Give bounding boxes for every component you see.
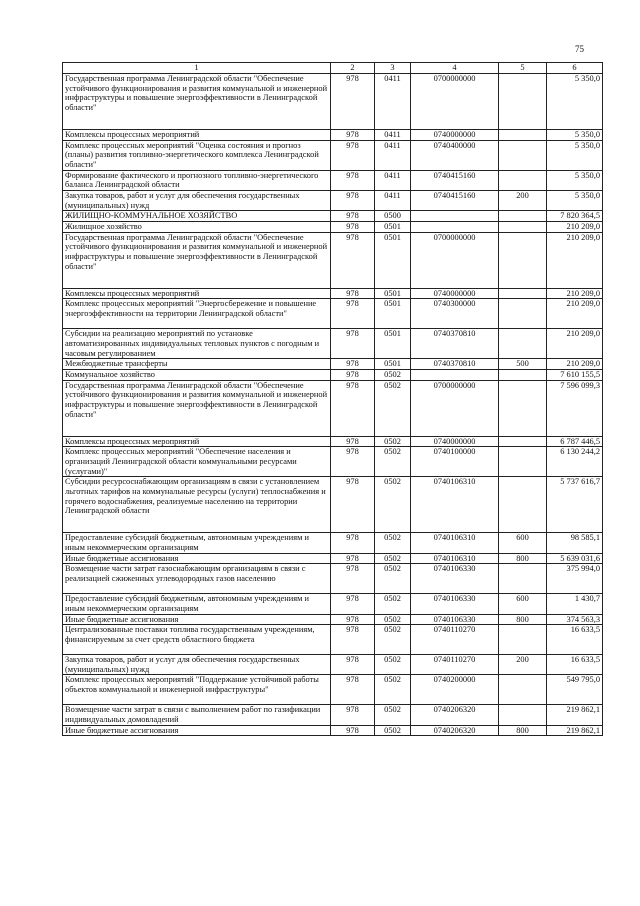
row-section-cell: 0502 bbox=[375, 675, 411, 705]
table-row bbox=[63, 130, 603, 141]
row-type-cell bbox=[499, 288, 547, 299]
row-section-cell: 0411 bbox=[375, 74, 411, 130]
row-amount-cell: 219 862,1 bbox=[547, 705, 603, 725]
column-header: 3 bbox=[375, 63, 411, 74]
table-row bbox=[63, 725, 603, 736]
table-row bbox=[63, 140, 603, 170]
row-target-cell: 0740106330 bbox=[411, 594, 499, 614]
row-code-cell: 978 bbox=[331, 140, 375, 170]
row-name-cell: Комплекс процессных мероприятий "Энергосбережение и повышение энергоэффективности на территории Ленинградской области" bbox=[63, 299, 331, 329]
column-header: 4 bbox=[411, 63, 499, 74]
row-section-cell: 0411 bbox=[375, 190, 411, 210]
table-header-row bbox=[63, 63, 603, 74]
row-name-cell: Комплекс процессных мероприятий "Оценка состояния и прогноз (планы) развития топливно-энергетического комплекса Ленинградской области" bbox=[63, 140, 331, 170]
row-type-cell bbox=[499, 329, 547, 359]
row-target-cell: 0740000000 bbox=[411, 130, 499, 141]
row-amount-cell: 219 862,1 bbox=[547, 725, 603, 736]
table-row bbox=[63, 329, 603, 359]
row-amount-cell: 549 795,0 bbox=[547, 675, 603, 705]
row-name-cell: Предоставление субсидий бюджетным, автономным учреждениям и иным некоммерческим организациям bbox=[63, 594, 331, 614]
row-name-cell: Межбюджетные трансферты bbox=[63, 359, 331, 370]
row-section-cell: 0501 bbox=[375, 329, 411, 359]
row-target-cell: 0740000000 bbox=[411, 288, 499, 299]
row-code-cell: 978 bbox=[331, 130, 375, 141]
row-name-cell: Предоставление субсидий бюджетным, автономным учреждениям и иным некоммерческим организациям bbox=[63, 533, 331, 553]
row-code-cell: 978 bbox=[331, 232, 375, 288]
table-row bbox=[63, 436, 603, 447]
table-row bbox=[63, 625, 603, 655]
row-target-cell: 0740370810 bbox=[411, 329, 499, 359]
row-target-cell: 0700000000 bbox=[411, 380, 499, 436]
row-name-cell: ЖИЛИЩНО-КОММУНАЛЬНОЕ ХОЗЯЙСТВО bbox=[63, 211, 331, 222]
row-code-cell: 978 bbox=[331, 655, 375, 675]
row-amount-cell: 210 209,0 bbox=[547, 232, 603, 288]
row-name-cell: Иные бюджетные ассигнования bbox=[63, 614, 331, 625]
row-code-cell: 978 bbox=[331, 553, 375, 564]
table-row bbox=[63, 614, 603, 625]
row-section-cell: 0502 bbox=[375, 614, 411, 625]
row-section-cell: 0501 bbox=[375, 232, 411, 288]
row-section-cell: 0502 bbox=[375, 594, 411, 614]
row-amount-cell: 5 350,0 bbox=[547, 130, 603, 141]
row-code-cell: 978 bbox=[331, 614, 375, 625]
row-section-cell: 0502 bbox=[375, 447, 411, 477]
row-section-cell: 0502 bbox=[375, 369, 411, 380]
row-name-cell: Комплекс процессных мероприятий "Обеспечение населения и организаций Ленинградской области коммунальными ресурсами (услугами)" bbox=[63, 447, 331, 477]
row-type-cell bbox=[499, 447, 547, 477]
row-amount-cell: 5 350,0 bbox=[547, 190, 603, 210]
row-code-cell: 978 bbox=[331, 705, 375, 725]
row-type-cell: 200 bbox=[499, 655, 547, 675]
row-amount-cell: 16 633,5 bbox=[547, 625, 603, 655]
row-target-cell bbox=[411, 221, 499, 232]
row-type-cell: 600 bbox=[499, 533, 547, 553]
row-target-cell: 0740106310 bbox=[411, 553, 499, 564]
row-section-cell: 0411 bbox=[375, 170, 411, 190]
row-code-cell: 978 bbox=[331, 329, 375, 359]
row-amount-cell: 210 209,0 bbox=[547, 299, 603, 329]
row-type-cell bbox=[499, 299, 547, 329]
row-type-cell bbox=[499, 675, 547, 705]
row-section-cell: 0502 bbox=[375, 564, 411, 594]
table-row bbox=[63, 299, 603, 329]
table-row bbox=[63, 288, 603, 299]
row-section-cell: 0502 bbox=[375, 625, 411, 655]
row-type-cell: 500 bbox=[499, 359, 547, 370]
row-section-cell: 0502 bbox=[375, 655, 411, 675]
row-type-cell bbox=[499, 140, 547, 170]
row-section-cell: 0501 bbox=[375, 221, 411, 232]
row-section-cell: 0411 bbox=[375, 140, 411, 170]
row-target-cell: 0740200000 bbox=[411, 675, 499, 705]
table-row bbox=[63, 221, 603, 232]
table-row bbox=[63, 211, 603, 222]
row-amount-cell: 7 610 155,5 bbox=[547, 369, 603, 380]
row-code-cell: 978 bbox=[331, 221, 375, 232]
row-type-cell bbox=[499, 477, 547, 533]
column-header: 5 bbox=[499, 63, 547, 74]
row-name-cell: Централизованные поставки топлива государственным учреждениям, финансируемым за счет средств областного бюджета bbox=[63, 625, 331, 655]
table-row bbox=[63, 675, 603, 705]
row-target-cell: 0740100000 bbox=[411, 447, 499, 477]
table-row bbox=[63, 655, 603, 675]
row-amount-cell: 5 350,0 bbox=[547, 74, 603, 130]
row-type-cell bbox=[499, 221, 547, 232]
row-amount-cell: 5 350,0 bbox=[547, 170, 603, 190]
row-name-cell: Жилищное хозяйство bbox=[63, 221, 331, 232]
row-type-cell bbox=[499, 705, 547, 725]
row-code-cell: 978 bbox=[331, 625, 375, 655]
row-target-cell: 0740106310 bbox=[411, 533, 499, 553]
row-type-cell bbox=[499, 380, 547, 436]
row-name-cell: Формирование фактического и прогнозного топливно-энергетического баланса Ленинградской области bbox=[63, 170, 331, 190]
row-target-cell: 0740106330 bbox=[411, 564, 499, 594]
row-amount-cell: 374 563,3 bbox=[547, 614, 603, 625]
row-name-cell: Комплексы процессных мероприятий bbox=[63, 130, 331, 141]
row-code-cell: 978 bbox=[331, 533, 375, 553]
row-target-cell: 0740415160 bbox=[411, 190, 499, 210]
table-row bbox=[63, 74, 603, 130]
row-code-cell: 978 bbox=[331, 477, 375, 533]
row-target-cell: 0740415160 bbox=[411, 170, 499, 190]
table-row bbox=[63, 477, 603, 533]
row-type-cell bbox=[499, 74, 547, 130]
row-amount-cell: 375 994,0 bbox=[547, 564, 603, 594]
row-name-cell: Субсидии на реализацию мероприятий по установке автоматизированных индивидуальных тепловых пунктов с погодным и часовым регулированием bbox=[63, 329, 331, 359]
row-name-cell: Субсидии ресурсоснабжающим организациям в связи с установлением льготных тарифов на коммунальные ресурсы (услуги) теплоснабжения и горячего водоснабжения, реализуемые населению на территории Ленинградской области bbox=[63, 477, 331, 533]
row-name-cell: Государственная программа Ленинградской области "Обеспечение устойчивого функционирования и развития коммунальной и инженерной инфраструктуры и повышение энергоэффективности в Ленинградской области" bbox=[63, 74, 331, 130]
table-row bbox=[63, 380, 603, 436]
row-amount-cell: 5 737 616,7 bbox=[547, 477, 603, 533]
row-amount-cell: 210 209,0 bbox=[547, 288, 603, 299]
table-row bbox=[63, 170, 603, 190]
table-row bbox=[63, 564, 603, 594]
row-code-cell: 978 bbox=[331, 170, 375, 190]
row-section-cell: 0501 bbox=[375, 359, 411, 370]
row-section-cell: 0502 bbox=[375, 553, 411, 564]
row-section-cell: 0501 bbox=[375, 288, 411, 299]
row-name-cell: Закупка товаров, работ и услуг для обеспечения государственных (муниципальных) нужд bbox=[63, 190, 331, 210]
budget-table bbox=[62, 62, 603, 736]
row-section-cell: 0502 bbox=[375, 380, 411, 436]
row-name-cell: Государственная программа Ленинградской области "Обеспечение устойчивого функционирования и развития коммунальной и инженерной инфраструктуры и повышение энергоэффективности в Ленинградской области" bbox=[63, 380, 331, 436]
row-code-cell: 978 bbox=[331, 211, 375, 222]
row-section-cell: 0502 bbox=[375, 725, 411, 736]
table-row bbox=[63, 533, 603, 553]
row-amount-cell: 5 639 031,6 bbox=[547, 553, 603, 564]
row-target-cell: 0740400000 bbox=[411, 140, 499, 170]
table-row bbox=[63, 594, 603, 614]
row-code-cell: 978 bbox=[331, 675, 375, 705]
row-type-cell bbox=[499, 436, 547, 447]
row-target-cell: 0740110270 bbox=[411, 625, 499, 655]
row-type-cell bbox=[499, 211, 547, 222]
row-code-cell: 978 bbox=[331, 436, 375, 447]
row-amount-cell: 210 209,0 bbox=[547, 221, 603, 232]
row-target-cell: 0740370810 bbox=[411, 359, 499, 370]
row-type-cell bbox=[499, 130, 547, 141]
row-name-cell: Иные бюджетные ассигнования bbox=[63, 553, 331, 564]
row-type-cell: 800 bbox=[499, 553, 547, 564]
table-row bbox=[63, 232, 603, 288]
table-row bbox=[63, 369, 603, 380]
row-type-cell bbox=[499, 564, 547, 594]
row-name-cell: Коммунальное хозяйство bbox=[63, 369, 331, 380]
row-amount-cell: 1 430,7 bbox=[547, 594, 603, 614]
row-amount-cell: 210 209,0 bbox=[547, 329, 603, 359]
row-target-cell: 0740106330 bbox=[411, 614, 499, 625]
row-type-cell: 200 bbox=[499, 190, 547, 210]
row-section-cell: 0502 bbox=[375, 705, 411, 725]
row-code-cell: 978 bbox=[331, 594, 375, 614]
row-code-cell: 978 bbox=[331, 359, 375, 370]
row-section-cell: 0502 bbox=[375, 477, 411, 533]
row-amount-cell: 5 350,0 bbox=[547, 140, 603, 170]
row-target-cell: 0740206320 bbox=[411, 725, 499, 736]
row-amount-cell: 6 787 446,5 bbox=[547, 436, 603, 447]
row-name-cell: Иные бюджетные ассигнования bbox=[63, 725, 331, 736]
row-section-cell: 0502 bbox=[375, 436, 411, 447]
row-type-cell: 800 bbox=[499, 725, 547, 736]
row-type-cell bbox=[499, 369, 547, 380]
row-section-cell: 0502 bbox=[375, 533, 411, 553]
row-amount-cell: 6 130 244,2 bbox=[547, 447, 603, 477]
row-target-cell: 0740206320 bbox=[411, 705, 499, 725]
row-code-cell: 978 bbox=[331, 725, 375, 736]
row-amount-cell: 16 633,5 bbox=[547, 655, 603, 675]
row-target-cell bbox=[411, 211, 499, 222]
row-type-cell bbox=[499, 625, 547, 655]
row-code-cell: 978 bbox=[331, 74, 375, 130]
row-section-cell: 0500 bbox=[375, 211, 411, 222]
column-header: 6 bbox=[547, 63, 603, 74]
row-amount-cell: 7 596 099,3 bbox=[547, 380, 603, 436]
row-amount-cell: 7 820 364,5 bbox=[547, 211, 603, 222]
row-name-cell: Государственная программа Ленинградской области "Обеспечение устойчивого функционирования и развития коммунальной и инженерной инфраструктуры и повышение энергоэффективности в Ленинградской области" bbox=[63, 232, 331, 288]
row-name-cell: Закупка товаров, работ и услуг для обеспечения государственных (муниципальных) нужд bbox=[63, 655, 331, 675]
row-code-cell: 978 bbox=[331, 190, 375, 210]
row-name-cell: Комплекс процессных мероприятий "Поддержание устойчивой работы объектов коммунальной и инженерной инфраструктуры" bbox=[63, 675, 331, 705]
row-target-cell: 0740300000 bbox=[411, 299, 499, 329]
row-code-cell: 978 bbox=[331, 447, 375, 477]
row-target-cell: 0740000000 bbox=[411, 436, 499, 447]
row-target-cell: 0740110270 bbox=[411, 655, 499, 675]
row-name-cell: Возмещение части затрат газоснабжающим организациям в связи с реализацией сжиженных углеводородных газов населению bbox=[63, 564, 331, 594]
row-code-cell: 978 bbox=[331, 288, 375, 299]
row-code-cell: 978 bbox=[331, 380, 375, 436]
row-type-cell bbox=[499, 232, 547, 288]
table-row bbox=[63, 553, 603, 564]
row-section-cell: 0411 bbox=[375, 130, 411, 141]
row-code-cell: 978 bbox=[331, 299, 375, 329]
row-code-cell: 978 bbox=[331, 369, 375, 380]
row-section-cell: 0501 bbox=[375, 299, 411, 329]
row-amount-cell: 210 209,0 bbox=[547, 359, 603, 370]
row-name-cell: Комплексы процессных мероприятий bbox=[63, 436, 331, 447]
row-type-cell bbox=[499, 170, 547, 190]
table-row bbox=[63, 447, 603, 477]
table-row bbox=[63, 190, 603, 210]
row-name-cell: Возмещение части затрат в связи с выполнением работ по газификации индивидуальных домовладений bbox=[63, 705, 331, 725]
row-type-cell: 800 bbox=[499, 614, 547, 625]
row-target-cell: 0700000000 bbox=[411, 74, 499, 130]
table-row bbox=[63, 705, 603, 725]
table-row bbox=[63, 359, 603, 370]
row-amount-cell: 98 585,1 bbox=[547, 533, 603, 553]
row-target-cell bbox=[411, 369, 499, 380]
page-number: 75 bbox=[575, 44, 584, 54]
row-name-cell: Комплексы процессных мероприятий bbox=[63, 288, 331, 299]
row-target-cell: 0700000000 bbox=[411, 232, 499, 288]
row-type-cell: 600 bbox=[499, 594, 547, 614]
row-code-cell: 978 bbox=[331, 564, 375, 594]
column-header: 2 bbox=[331, 63, 375, 74]
column-header: 1 bbox=[63, 63, 331, 74]
row-target-cell: 0740106310 bbox=[411, 477, 499, 533]
